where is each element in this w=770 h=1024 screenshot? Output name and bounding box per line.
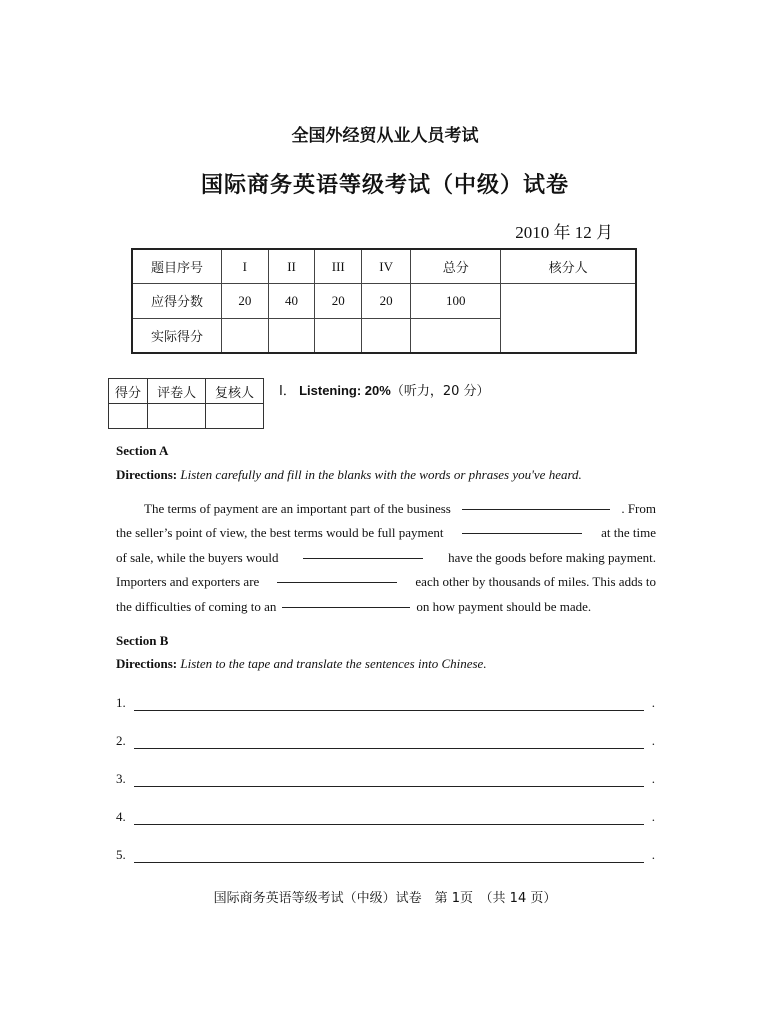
- part-title: Listening: 20%: [299, 383, 391, 398]
- actual-total-cell[interactable]: [411, 318, 501, 353]
- passage-text: Importers and exporters are: [116, 574, 260, 590]
- table-row: [132, 249, 636, 284]
- points-cell: 20: [222, 284, 269, 318]
- listening-passage: [116, 497, 656, 619]
- passage-text: at the time: [601, 525, 656, 541]
- passage-text: . From: [621, 501, 656, 516]
- checker-col-header: 核分人: [501, 249, 636, 284]
- passage-line: [116, 521, 656, 545]
- checker-signature-cell[interactable]: [501, 284, 636, 353]
- row-header-actual-score: 实际得分: [132, 318, 222, 353]
- grader-table: [108, 378, 264, 429]
- row-header-points: 应得分数: [132, 284, 222, 318]
- score-input-cell[interactable]: [109, 404, 148, 429]
- actual-score-cell[interactable]: [268, 318, 315, 353]
- item-number: 4.: [116, 809, 126, 824]
- table-row: [132, 284, 636, 318]
- translation-line: [116, 847, 656, 863]
- translation-answer-line-4[interactable]: [134, 812, 644, 825]
- end-mark: .: [651, 733, 655, 748]
- item-number: 2.: [116, 733, 126, 748]
- points-cell: 20: [362, 284, 411, 318]
- answer-blank-4[interactable]: [277, 570, 397, 583]
- translation-answer-line-3[interactable]: [134, 774, 644, 787]
- answer-blank-3[interactable]: [303, 546, 423, 559]
- actual-score-cell[interactable]: [222, 318, 269, 353]
- grader-header: 评卷人: [148, 379, 206, 404]
- translation-answer-line-2[interactable]: [134, 736, 644, 749]
- item-number: 1.: [116, 695, 126, 710]
- passage-text: The terms of payment are an important part of the business: [144, 501, 451, 516]
- question-col-i: I: [222, 249, 269, 284]
- passage-text: of sale, while the buyers would: [116, 549, 279, 565]
- item-number: 3.: [116, 771, 126, 786]
- end-mark: .: [651, 809, 655, 824]
- points-total-cell: 100: [411, 284, 501, 318]
- reviewer-input-cell[interactable]: [206, 404, 264, 429]
- translation-line: [116, 771, 656, 787]
- translation-line: [116, 695, 656, 711]
- directions-text: Listen carefully and fill in the blanks with the words or phrases you've heard.: [180, 467, 582, 482]
- translation-line: [116, 809, 656, 825]
- section-a-directions: [116, 467, 582, 483]
- end-mark: .: [651, 771, 655, 786]
- passage-text: each other by thousands of miles. This adds to: [415, 574, 656, 590]
- section-a-title: Section A: [116, 443, 169, 458]
- translation-line: [116, 733, 656, 749]
- passage-line: [116, 570, 656, 594]
- passage-text: have the goods before making payment.: [448, 549, 656, 565]
- score-header: 得分: [109, 379, 148, 404]
- table-row: [109, 379, 264, 404]
- passage-line: [116, 497, 656, 521]
- score-table: [131, 248, 637, 354]
- item-number: 5.: [116, 847, 126, 862]
- grader-input-cell[interactable]: [148, 404, 206, 429]
- passage-text: on how payment should be made.: [416, 598, 592, 614]
- section-b-directions: [116, 656, 487, 672]
- answer-blank-5[interactable]: [282, 595, 410, 608]
- points-cell: 20: [315, 284, 362, 318]
- actual-score-cell[interactable]: [362, 318, 411, 353]
- exam-title: 全国外经贸从业人员考试: [291, 126, 479, 146]
- passage-text: the difficulties of coming to an: [116, 598, 277, 614]
- table-row: [109, 404, 264, 429]
- exam-subtitle: 国际商务英语等级考试（中级）试卷: [200, 173, 569, 198]
- answer-blank-1[interactable]: [462, 497, 610, 510]
- directions-text: Listen to the tape and translate the sentences into Chinese.: [180, 656, 487, 671]
- exam-date: 2010 年 12 月: [515, 223, 613, 242]
- passage-line: [116, 595, 656, 619]
- question-col-ii: II: [268, 249, 315, 284]
- page-footer: 国际商务英语等级考试（中级）试卷 第 1页 （共 14 页）: [213, 891, 557, 906]
- directions-label: Directions:: [116, 467, 178, 482]
- part-number: Ⅰ．: [279, 384, 296, 399]
- passage-line: [116, 546, 656, 570]
- translation-answer-line-5[interactable]: [134, 850, 644, 863]
- part-note: （听力，20 分）: [390, 384, 490, 399]
- question-col-iv: IV: [362, 249, 411, 284]
- translation-answer-line-1[interactable]: [134, 698, 644, 711]
- end-mark: .: [651, 695, 655, 710]
- end-mark: .: [651, 847, 655, 862]
- directions-label: Directions:: [116, 656, 178, 671]
- reviewer-header: 复核人: [206, 379, 264, 404]
- actual-score-cell[interactable]: [315, 318, 362, 353]
- points-cell: 40: [268, 284, 315, 318]
- part-heading: [279, 380, 490, 399]
- row-header-question-number: 题目序号: [132, 249, 222, 284]
- passage-text: the seller’s point of view, the best terms would be full payment: [116, 525, 444, 541]
- question-col-iii: III: [315, 249, 362, 284]
- section-b-title: Section B: [116, 633, 169, 648]
- answer-blank-2[interactable]: [462, 521, 582, 534]
- total-col-header: 总分: [411, 249, 501, 284]
